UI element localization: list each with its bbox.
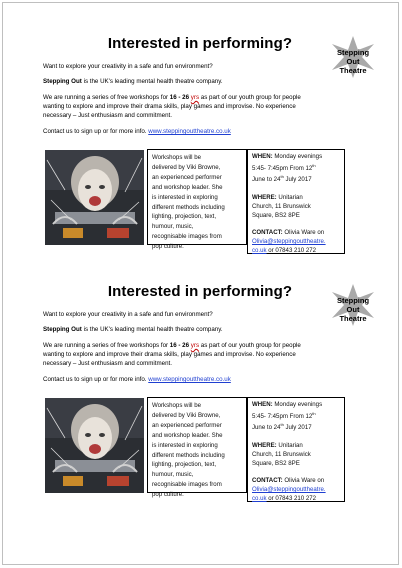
flyer-title: Interested in performing? [107, 35, 293, 52]
info-text: WHEN: Monday evenings 5:45- 7:45pm From 12th June to 24th July 2017 WHERE: Unitarian Church, 11 Brunswick Square, BS2 8PE CONTACT: Olivia Ware on Olivia@steppingouttheatre. co.uk or 07843 210 272 [252, 153, 344, 255]
performer-photo [45, 150, 144, 245]
website-link[interactable]: www.steppingouttheatre.co.uk [148, 376, 231, 383]
logo-line-1: Stepping Out [336, 296, 370, 314]
description-box [147, 149, 247, 251]
workshops-line-3: necessary – Just enthusiasm and commitment. [43, 360, 172, 367]
workshops-line-1b: as part of our youth group for people [199, 342, 301, 349]
workshops-line-2: wanting to explore and improve their drama skills, play games and improvise. No experience [43, 103, 296, 110]
where-label: WHERE: [252, 194, 277, 202]
contact-prefix: Contact us to sign up or for more info. [43, 376, 149, 383]
contact-label: CONTACT: [252, 477, 283, 485]
workshops-line-1b: as part of our youth group for people [199, 94, 301, 101]
yrs-word: yrs [190, 342, 200, 349]
workshops-text [43, 93, 363, 120]
info-box [247, 149, 345, 254]
workshops-line-1a: We are running a series of free workshops for [43, 94, 170, 101]
yrs-word: yrs [190, 94, 200, 101]
website-link[interactable]: www.steppingouttheatre.co.uk [148, 128, 231, 135]
contact-text [43, 127, 363, 136]
email-link[interactable]: Olivia@steppingouttheatre. [252, 237, 326, 245]
logo-line-1: Stepping Out [336, 48, 370, 66]
org-name: Stepping Out [43, 326, 82, 333]
description-text: Workshops will be delivered by Viki Browne, an experienced performer and workshop leader. She is interested in exploring different methods including lighting, projection, text, humour, music, recognisable images from pop culture. [152, 154, 225, 251]
stepping-out-logo [330, 282, 376, 328]
intro-text [43, 325, 363, 334]
workshops-text [43, 341, 363, 368]
workshops-line-2: wanting to explore and improve their drama skills, play games and improvise. No experience [43, 351, 296, 358]
where-label: WHERE: [252, 442, 277, 450]
when-label: WHEN: [252, 401, 273, 408]
contact-prefix: Contact us to sign up or for more info. [43, 128, 149, 135]
flyer-title: Interested in performing? [107, 283, 293, 300]
phone-number: or 07843 210 272 [266, 246, 317, 254]
stepping-out-logo [330, 34, 376, 80]
workshops-line-3: necessary – Just enthusiasm and commitment. [43, 112, 172, 119]
contact-label: CONTACT: [252, 229, 283, 237]
info-text: WHEN: Monday evenings 5:45- 7:45pm From 12th June to 24th July 2017 WHERE: Unitarian Church, 11 Brunswick Square, BS2 8PE CONTACT: Olivia Ware on Olivia@steppingouttheatre. co.uk or 07843 210 272 [252, 401, 344, 503]
logo-line-2: Theatre [339, 66, 367, 75]
org-name: Stepping Out [43, 78, 82, 85]
email-link-end[interactable]: co.uk [252, 494, 267, 502]
explore-text: Want to explore your creativity in a safe and fun environment? [43, 311, 213, 318]
info-box [247, 397, 345, 502]
document-page [2, 2, 399, 565]
workshops-line-1a: We are running a series of free workshops for [43, 342, 170, 349]
email-link-end[interactable]: co.uk [252, 246, 267, 254]
flyer-1 [3, 3, 400, 273]
description-text: Workshops will be delivered by Viki Browne, an experienced performer and workshop leader. She is interested in exploring different methods including lighting, projection, text, humour, music, recognisable images from pop culture. [152, 402, 225, 499]
age-range: 16 - 26 [169, 94, 190, 101]
when-label: WHEN: [252, 153, 273, 160]
flyer-2 [3, 251, 400, 521]
explore-text: Want to explore your creativity in a safe and fun environment? [43, 63, 213, 70]
logo-line-2: Theatre [339, 314, 367, 323]
performer-photo [45, 398, 144, 493]
age-range: 16 - 26 [169, 342, 190, 349]
intro-text [43, 77, 363, 86]
email-link[interactable]: Olivia@steppingouttheatre. [252, 485, 326, 493]
intro-rest: is the UK's leading mental health theatre company. [81, 326, 223, 333]
contact-text [43, 375, 363, 384]
intro-rest: is the UK's leading mental health theatre company. [81, 78, 223, 85]
description-box [147, 397, 247, 499]
phone-number: or 07843 210 272 [266, 494, 317, 502]
